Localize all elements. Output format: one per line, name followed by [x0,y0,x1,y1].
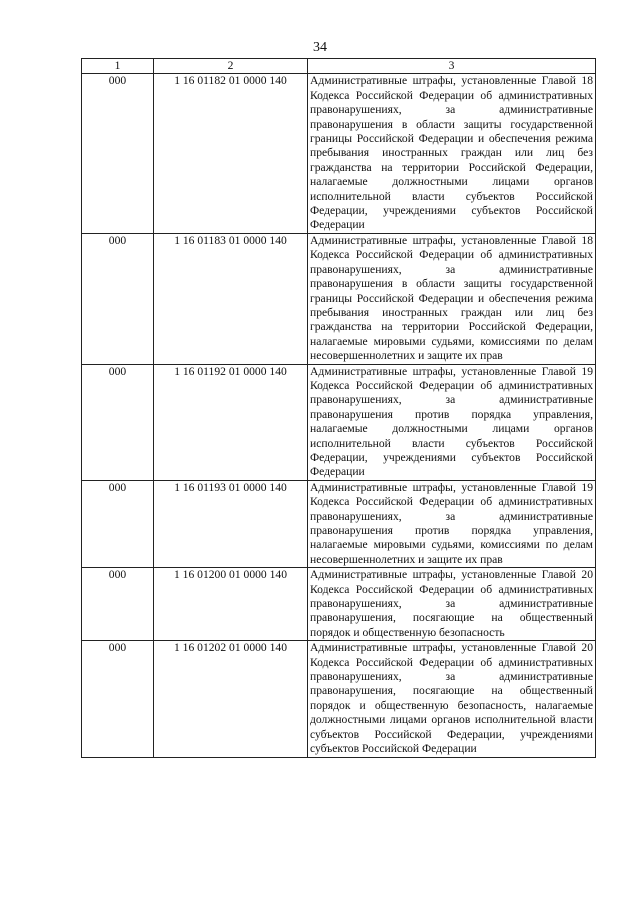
page-number: 34 [313,40,327,55]
column-header-2: 2 [154,59,308,74]
table-header-row [82,59,596,74]
kbk-code-cell: 1 16 01192 01 0000 140 [154,364,308,480]
description-cell: Административные штрафы, установленные Главой 18 Кодекса Российской Федерации об административных правонарушениях, за административные правонарушения в области защиты государственной границы Российской Федерации и обеспечения режима пребывания иностранных граждан или лиц без гражданства на территории Российской Федерации, налагаемые мировыми судьями, комиссиями по делам несовершеннолетних и защите их прав [308,233,596,364]
kbk-code-cell: 1 16 01202 01 0000 140 [154,641,308,757]
kbk-code-cell: 1 16 01182 01 0000 140 [154,74,308,233]
description-cell: Административные штрафы, установленные Главой 19 Кодекса Российской Федерации об административных правонарушениях, за административные правонарушения против порядка управления, налагаемые мировыми судьями, комиссиями по делам несовершеннолетних и защите их прав [308,480,596,567]
table-row [82,233,596,364]
kbk-code-cell: 1 16 01193 01 0000 140 [154,480,308,567]
table-row [82,74,596,233]
admin-code-cell: 000 [82,364,154,480]
column-header-3: 3 [308,59,596,74]
kbk-code-cell: 1 16 01200 01 0000 140 [154,568,308,641]
admin-code-cell: 000 [82,233,154,364]
column-header-1: 1 [82,59,154,74]
description-cell: Административные штрафы, установленные Главой 19 Кодекса Российской Федерации об административных правонарушениях, за административные правонарушения против порядка управления, налагаемые должностными лицами органов исполнительной власти субъектов Российской Федерации, учреждениями субъектов Российской Федерации [308,364,596,480]
table-row [82,364,596,480]
table-row [82,641,596,757]
table-row [82,480,596,567]
admin-code-cell: 000 [82,641,154,757]
description-cell: Административные штрафы, установленные Главой 20 Кодекса Российской Федерации об административных правонарушениях, за административные правонарушения, посягающие на общественный порядок и общественную безопасность, налагаемые должностными лицами органов исполнительной власти субъектов Российской Федерации, учреждениями субъектов Российской Федерации [308,641,596,757]
admin-code-cell: 000 [82,74,154,233]
kbk-code-cell: 1 16 01183 01 0000 140 [154,233,308,364]
description-cell: Административные штрафы, установленные Главой 18 Кодекса Российской Федерации об административных правонарушениях, за административные правонарушения в области защиты государственной границы Российской Федерации и обеспечения режима пребывания иностранных граждан или лиц без гражданства на территории Российской Федерации, налагаемые должностными лицами органов исполнительной власти субъектов Российской Федерации, учреждениями субъектов Российской Федерации [308,74,596,233]
table-row [82,568,596,641]
budget-classification-table [81,58,596,758]
admin-code-cell: 000 [82,568,154,641]
admin-code-cell: 000 [82,480,154,567]
description-cell: Административные штрафы, установленные Главой 20 Кодекса Российской Федерации об административных правонарушениях, за административные правонарушения, посягающие на общественный порядок и общественную безопасность [308,568,596,641]
